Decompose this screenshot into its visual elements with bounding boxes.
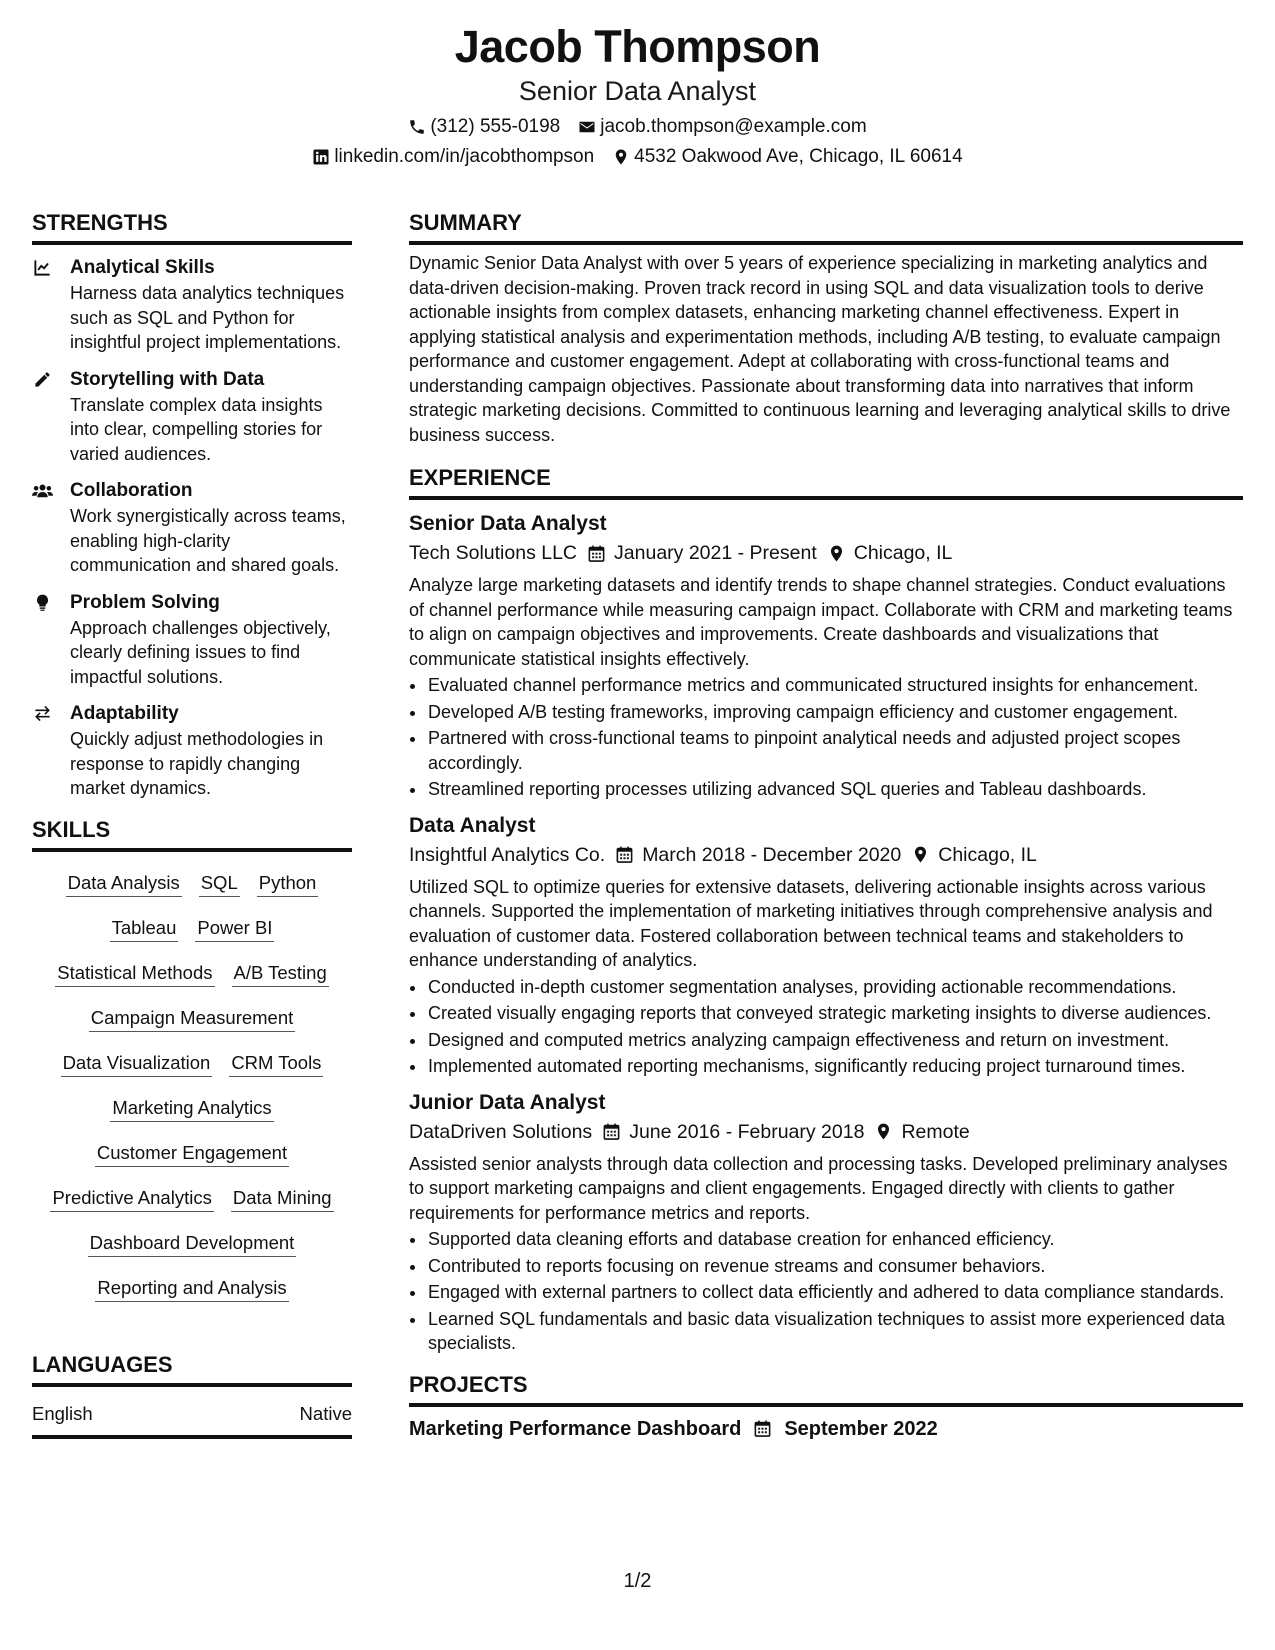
map-marker-icon (827, 544, 846, 563)
strength-desc: Approach challenges objectively, clearly defining issues to find impactful solutions. (70, 617, 331, 687)
project-date: September 2022 (784, 1417, 938, 1440)
job-description: Assisted senior analysts through data collection and processing tasks. Developed preliminary analyses to support marketing campaigns and client engagements. Engaged directly with clients to gather requirements for performance metrics and reports. (409, 1153, 1228, 1223)
map-marker-icon (911, 845, 930, 864)
skill-tag: Python (257, 871, 319, 897)
bullet-item: • Streamlined reporting processes utilizing advanced SQL queries and Tableau dashboards. (427, 777, 1243, 802)
job-dates-group (615, 841, 901, 869)
projects-section (409, 1370, 1243, 1443)
bullet-item: • Contributed to reports focusing on revenue streams and consumer behaviors. (427, 1254, 1243, 1279)
job-title: Junior Data Analyst (409, 1090, 606, 1114)
experience-heading: EXPERIENCE (409, 463, 1243, 500)
skill-tag: A/B Testing (232, 961, 329, 987)
project-name: Marketing Performance Dashboard (409, 1417, 742, 1440)
job-meta (409, 539, 1243, 567)
strength-item (32, 367, 352, 467)
bullet-item: • Implemented automated reporting mechanisms, significantly reducing project turnaround times. (427, 1054, 1243, 1079)
job-bullets (409, 975, 1243, 1079)
skill-tag: Predictive Analytics (50, 1186, 213, 1212)
envelope-icon (578, 118, 596, 136)
bullet-item: • Conducted in-depth customer segmentation analyses, providing actionable recommendations. (427, 975, 1243, 1000)
contact-row-2 (0, 144, 1275, 170)
right-column (409, 208, 1243, 1443)
left-column (32, 208, 352, 1439)
project-entry (409, 1415, 1243, 1443)
skill-tag: Statistical Methods (55, 961, 214, 987)
job-meta (409, 1118, 1243, 1146)
languages-heading: LANGUAGES (32, 1350, 352, 1387)
bullet-item: • Developed A/B testing frameworks, improving campaign efficiency and customer engagement. (427, 700, 1243, 725)
bullet-item: • Partnered with cross-functional teams to pinpoint analytical needs and adjusted project scopes accordingly. (427, 726, 1243, 775)
job-entry (409, 1089, 1243, 1356)
job-location-group (874, 1118, 969, 1146)
calendar-icon (602, 1122, 621, 1141)
job-dates-group (602, 1118, 864, 1146)
job-dates-group (587, 539, 817, 567)
job-bullets (409, 673, 1243, 802)
summary-text: Dynamic Senior Data Analyst with over 5 years of experience specializing in marketing analytics and data-driven decision-making. Proven track record in using SQL and data visualization tools to derive actionable insights from complex datasets, enhancing marketing channel effectiveness. Expert in applying statistical analysis and experimentation methods, including A/B testing, to evaluate campaign performance and customer engagement. Adept at collaborating with cross-functional teams and understanding campaign objectives. Passionate about transforming data into narratives that inform strategic marketing decisions. Committed to continuous learning and leveraging analytical skills to drive business success. (409, 253, 1231, 445)
skill-tag: Data Analysis (66, 871, 182, 897)
strength-desc: Quickly adjust methodologies in response to rapidly changing market dynamics. (70, 729, 324, 798)
job-location: Chicago, IL (938, 843, 1037, 866)
skill-tag: Data Mining (231, 1186, 334, 1212)
languages-section (32, 1350, 352, 1439)
bullet-item: • Learned SQL fundamentals and basic data visualization techniques to assist more experienced data specialists. (427, 1307, 1243, 1356)
strength-item (32, 590, 352, 690)
skills-heading: SKILLS (32, 815, 352, 852)
skill-tag: Marketing Analytics (110, 1096, 273, 1122)
strengths-list (32, 255, 352, 801)
skill-tag: Power BI (195, 916, 274, 942)
strength-desc: Harness data analytics techniques such as SQL and Python for insightful project implementations. (70, 283, 345, 352)
job-title: Senior Data Analyst (409, 512, 607, 535)
email-text[interactable]: jacob.thompson@example.com (600, 116, 867, 137)
skill-tag: CRM Tools (229, 1051, 323, 1077)
job-entry (409, 812, 1243, 1079)
candidate-name: Jacob Thompson (454, 21, 821, 72)
language-level: Native (299, 1402, 352, 1424)
strength-name: Problem Solving (70, 591, 220, 613)
bullet-item: • Designed and computed metrics analyzing campaign effectiveness and return on investment. (427, 1028, 1243, 1053)
candidate-title: Senior Data Analyst (518, 76, 757, 106)
linkedin-text[interactable]: linkedin.com/in/jacobthompson (334, 146, 595, 167)
skill-tag: Tableau (110, 916, 179, 942)
job-description: Utilized SQL to optimize queries for extensive datasets, delivering actionable insights across various channels. Supported the implementation of marketing initiatives through comprehensive analysis and evaluation of customer data. Fostered collaboration between technical teams and stakeholders to enhance understanding of analytics. (409, 876, 1213, 970)
job-title: Data Analyst (409, 813, 536, 837)
job-location: Remote (901, 1120, 970, 1143)
strength-item (32, 478, 352, 578)
experience-section (409, 463, 1243, 1356)
pencil-icon (32, 370, 53, 389)
calendar-icon (587, 544, 606, 563)
bullet-item: • Supported data cleaning efforts and database creation for enhanced efficiency. (427, 1227, 1243, 1252)
users-icon (32, 481, 53, 500)
job-company: Tech Solutions LLC (409, 542, 578, 564)
skill-tag: Reporting and Analysis (95, 1276, 288, 1302)
job-company: DataDriven Solutions (409, 1120, 593, 1143)
job-dates: March 2018 - December 2020 (642, 843, 902, 866)
job-dates: June 2016 - February 2018 (629, 1120, 865, 1143)
contact-row-1 (0, 114, 1275, 140)
map-marker-icon (874, 1122, 893, 1141)
page-number: 1/2 (623, 1570, 652, 1592)
language-name: English (32, 1402, 93, 1424)
job-meta (409, 841, 1243, 869)
exchange-arrows-icon (32, 704, 53, 723)
strengths-heading: STRENGTHS (32, 208, 352, 245)
strength-item (32, 255, 352, 355)
projects-heading: PROJECTS (409, 1370, 1243, 1407)
job-entry (409, 510, 1243, 802)
job-location-group (827, 539, 953, 567)
strength-name: Storytelling with Data (70, 368, 265, 390)
skill-tag: SQL (199, 871, 240, 897)
skill-tag: Campaign Measurement (89, 1006, 296, 1032)
language-row (32, 1387, 352, 1439)
chart-line-icon (32, 258, 53, 277)
job-location: Chicago, IL (853, 542, 953, 564)
skill-tag: Dashboard Development (88, 1231, 297, 1257)
skill-tag: Data Visualization (61, 1051, 213, 1077)
map-marker-icon (612, 148, 630, 166)
bullet-item: • Created visually engaging reports that conveyed strategic marketing insights to diverse audiences. (427, 1001, 1243, 1026)
skill-tag: Customer Engagement (95, 1141, 289, 1167)
summary-heading: SUMMARY (409, 208, 1243, 245)
job-bullets (409, 1227, 1243, 1356)
strength-name: Adaptability (70, 703, 179, 724)
lightbulb-icon (32, 593, 53, 612)
phone-contact (408, 114, 560, 140)
job-location-group (911, 841, 1037, 869)
skills-section (32, 815, 352, 1302)
address-text: 4532 Oakwood Ave, Chicago, IL 60614 (634, 146, 963, 167)
calendar-icon (615, 845, 634, 864)
linkedin-contact[interactable] (312, 144, 594, 170)
address-contact (612, 144, 963, 170)
strength-item (32, 701, 352, 801)
bullet-item: • Engaged with external partners to collect data efficiently and adhered to data compliance standards. (427, 1280, 1243, 1305)
strength-name: Analytical Skills (70, 257, 215, 278)
strength-desc: Work synergistically across teams, enabling high-clarity communication and shared goals. (70, 506, 346, 575)
email-contact[interactable] (578, 114, 866, 140)
strength-desc: Translate complex data insights into clear, compelling stories for varied audiences. (70, 394, 323, 464)
phone-icon (408, 118, 426, 136)
skills-list (32, 852, 352, 1302)
job-company: Insightful Analytics Co. (409, 843, 606, 866)
job-description: Analyze large marketing datasets and identify trends to shape channel strategies. Conduct evaluations of channel performance while measuring campaign impact. Collaborate with CRM and marketing teams to align on campaign objectives and improvements. Create dashboards and visualizations that communicate statistical insights effectively. (409, 575, 1233, 669)
strength-name: Collaboration (70, 480, 193, 501)
job-dates: January 2021 - Present (614, 542, 817, 564)
calendar-icon (753, 1419, 772, 1438)
bullet-item: • Evaluated channel performance metrics and communicated structured insights for enhancement. (427, 673, 1243, 698)
resume-header (0, 20, 1275, 170)
phone-text: (312) 555-0198 (430, 116, 561, 137)
linkedin-icon (312, 148, 330, 166)
